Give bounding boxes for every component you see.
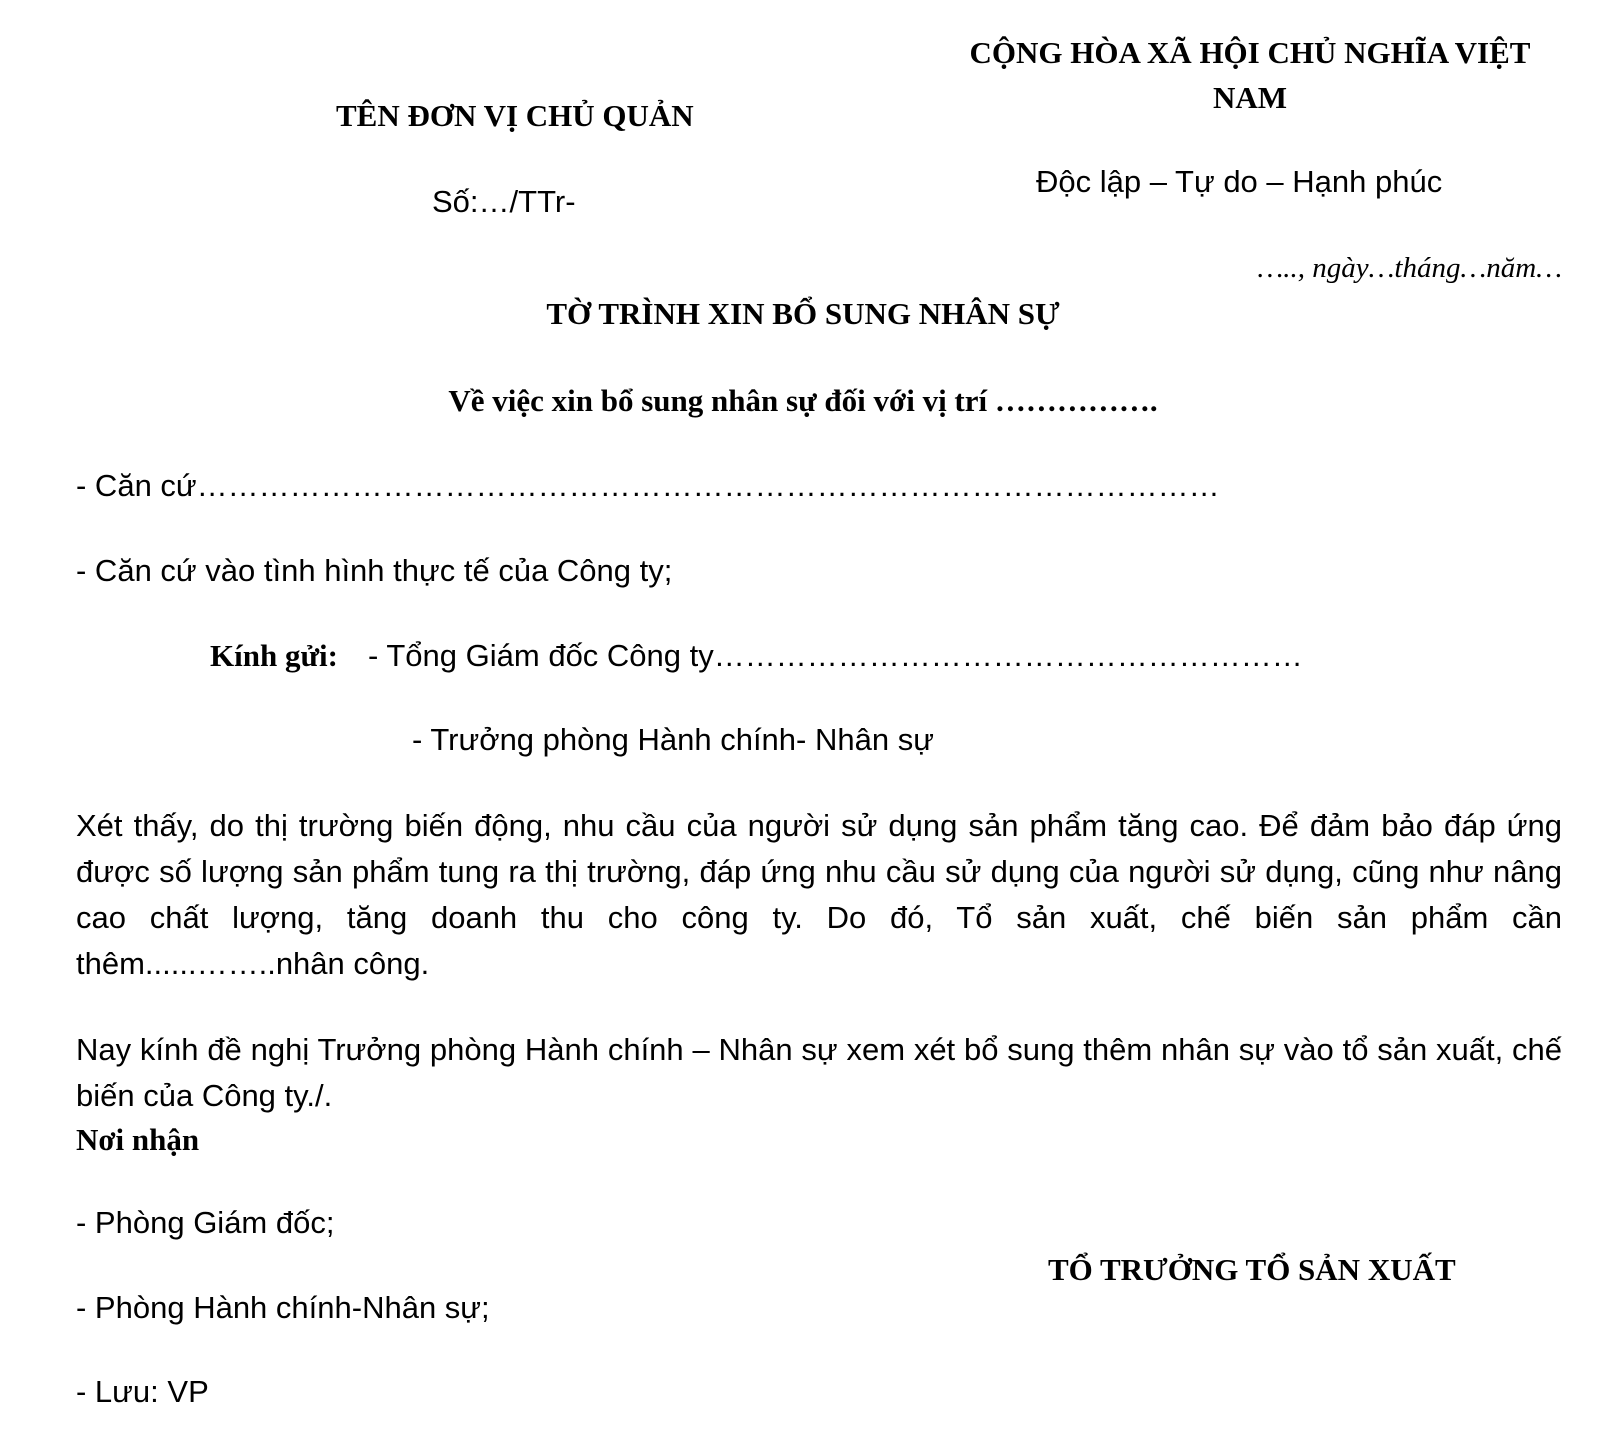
receiver-item: - Phòng Hành chính-Nhân sự; — [76, 1290, 490, 1325]
basis-item: - Căn cứ……………………………………………………………………………………… — [76, 468, 1220, 503]
body-paragraph: Nay kính đề nghị Trưởng phòng Hành chính – Nhân sự xem xét bổ sung thêm nhân sự vào tổ sản xuất, chế biến của Công ty./. — [76, 1032, 1562, 1113]
receivers-title: Nơi nhận — [76, 1122, 200, 1157]
motto: Độc lập – Tự do – Hạnh phúc — [1036, 164, 1443, 199]
document-number: Số:…/TTr- — [432, 184, 576, 219]
basis-item: - Căn cứ vào tình hình thực tế của Công ty; — [76, 553, 673, 588]
document-title: TỜ TRÌNH XIN BỔ SUNG NHÂN SỰ — [546, 296, 1060, 331]
country-name — [950, 30, 1550, 120]
country-line-1: CỘNG HÒA XÃ HỘI CHỦ NGHĨA VIỆT — [969, 35, 1531, 70]
document-subject: Về việc xin bổ sung nhân sự đối với vị trí ……………. — [448, 383, 1158, 418]
recipients-label: Kính gửi: — [210, 638, 338, 673]
place-date: ….., ngày…tháng…năm… — [1257, 252, 1562, 284]
receiver-item: - Phòng Giám đốc; — [76, 1205, 335, 1240]
recipient-item: - Trưởng phòng Hành chính- Nhân sự — [412, 722, 934, 757]
country-line-2: NAM — [1212, 80, 1288, 115]
recipient-item: - Tổng Giám đốc Công ty………………………………………………… — [368, 638, 1303, 673]
body-paragraph: Xét thấy, do thị trường biến động, nhu cầu của người sử dụng sản phẩm tăng cao. Để đảm bảo đáp ứng được số lượng sản phẩm tung ra thị trường, đáp ứng nhu cầu sử dụng của người sử dụng, cũng như nâng cao chất lượng, tăng doanh thu cho công ty. Do đó, Tổ sản xuất, chế biến sản phẩm cần thêm......……..nhân công. — [76, 808, 1562, 981]
receiver-item: - Lưu: VP — [76, 1374, 209, 1409]
signer-title: TỔ TRƯỞNG TỔ SẢN XUẤT — [1048, 1252, 1456, 1287]
organization-name: TÊN ĐƠN VỊ CHỦ QUẢN — [336, 98, 694, 133]
